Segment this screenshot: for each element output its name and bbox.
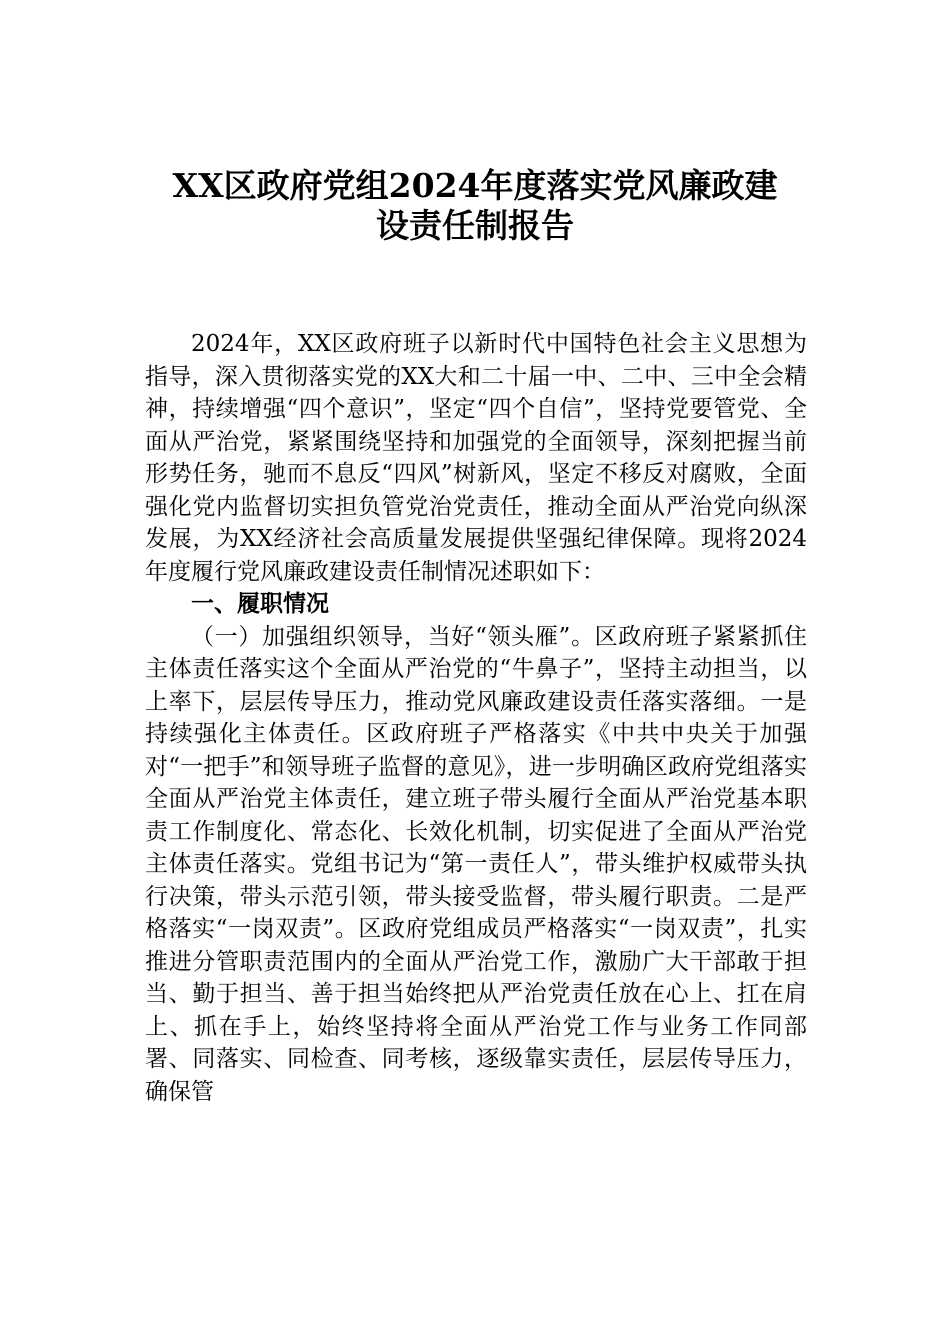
document-body: [145, 328, 807, 1108]
section-heading: 一、履职情况: [191, 591, 329, 617]
body-paragraph: （一）加强组织领导，当好“领头雁”。区政府班子紧紧抓住主体责任落实这个全面从严治党的“牛鼻子”，坚持主动担当，以上率下，层层传导压力，推动党风廉政建设责任落实落细。一是持续强化主体责任。区政府班子严格落实《中共中央关于加强对“一把手”和领导班子监督的意见》，进一步明确区政府党组落实全面从严治党主体责任，建立班子带头履行全面从严治党基本职责工作制度化、常态化、长效化机制，切实促进了全面从严治党主体责任落实。党组书记为“第一责任人”，带头维护权威带头执行决策，带头示范引领，带头接受监督，带头履行职责。二是严格落实“一岗双责”。区政府党组成员严格落实“一岗双责”，扎实推进分管职责范围内的全面从严治党工作，激励广大干部敢于担当、勤于担当、善于担当始终把从严治党责任放在心上、扛在肩上、抓在手上，始终坚持将全面从严治党工作与业务工作同部署、同落实、同检查、同考核，逐级靠实责任，层层传导压力，确保管: [145, 623, 807, 1105]
document-title-line-1: XX区政府党组2024年度落实党风廉政建: [172, 166, 778, 205]
document-title-line-2: 设责任制报告: [376, 206, 574, 245]
intro-paragraph: 2024年，XX区政府班子以新时代中国特色社会主义思想为指导，深入贯彻落实党的XX大和二十届一中、二中、三中全会精神，持续增强“四个意识”，坚定“四个自信”，坚持党要管党、全面从严治党，紧紧围绕坚持和加强党的全面领导，深刻把握当前形势任务，驰而不息反“四风”树新风，坚定不移反对腐败，全面强化党内监督切实担负管党治党责任，推动全面从严治党向纵深发展，为XX经济社会高质量发展提供坚强纪律保障。现将2024年度履行党风廉政建设责任制情况述职如下：: [145, 331, 807, 585]
